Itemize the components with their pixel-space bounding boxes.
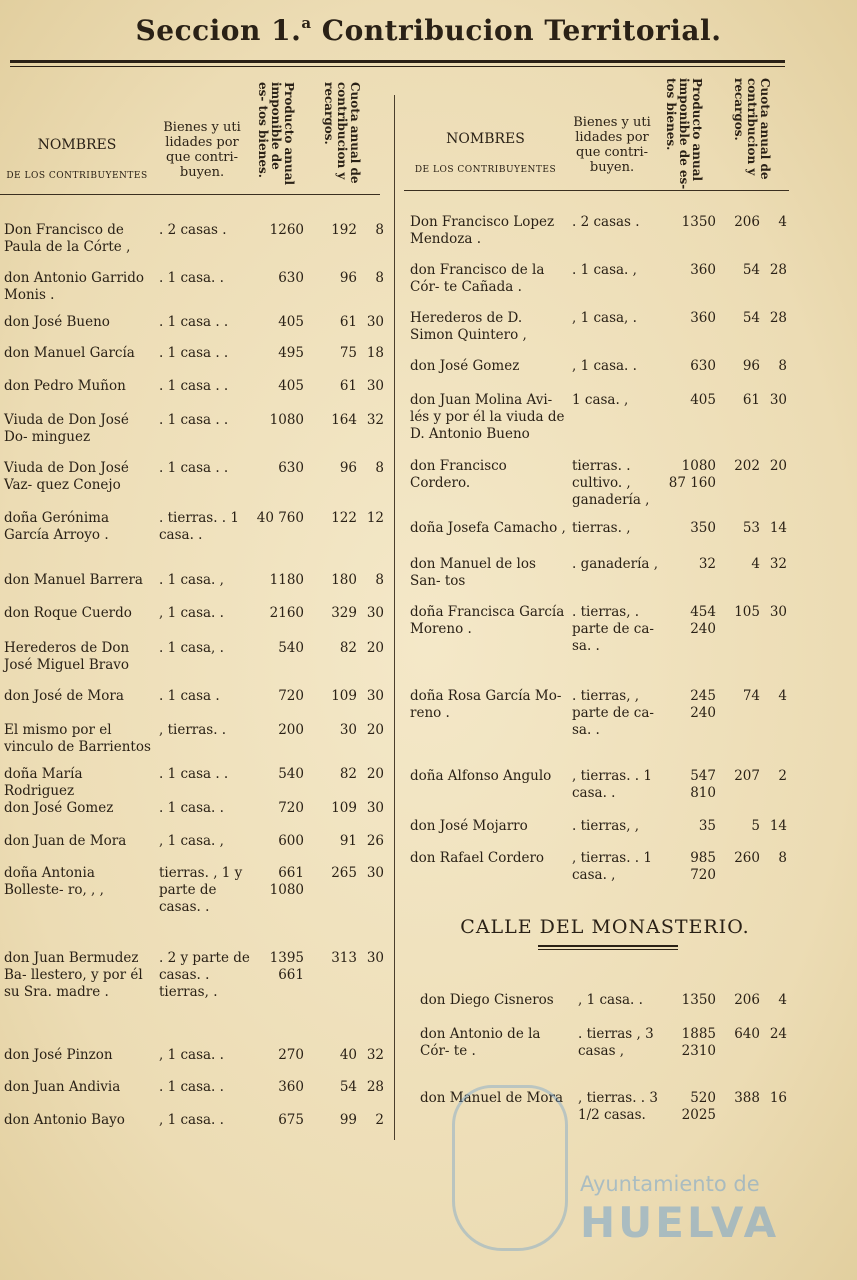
cuota-cents-cell: 24 — [769, 1026, 787, 1042]
bienes-cell: . tierras, , parte de ca- sa. . — [572, 688, 654, 738]
watermark-line1: Ayuntamiento de — [580, 1172, 760, 1196]
cuota-cents-cell: 28 — [769, 262, 787, 278]
contributor-name: don José Bueno — [4, 314, 110, 330]
contributor-name: Herederos de Don José Miguel Bravo — [4, 640, 130, 673]
producto-cell: 1350 — [681, 214, 716, 230]
bienes-cell: . tierras. . 1 casa. . — [159, 510, 239, 543]
contributor-name: don José Gomez — [410, 358, 520, 374]
cuota-cell: 61 — [339, 314, 357, 330]
cuota-cents-cell: 32 — [366, 412, 384, 428]
bienes-cell: , tierras. . — [159, 722, 227, 738]
cuota-cell: 202 — [734, 458, 760, 474]
watermark-line2: HUELVA — [580, 1198, 780, 1247]
cuota-cell: 206 — [734, 214, 760, 230]
producto-cell: 405 — [278, 314, 304, 330]
cuota-cell: 75 — [339, 345, 357, 361]
contributor-name: doña Rosa García Mo- reno . — [410, 688, 562, 721]
bienes-cell: . 2 casas . — [572, 214, 640, 230]
producto-cell: 1350 — [681, 992, 716, 1008]
cuota-cell: 640 — [734, 1026, 760, 1042]
contributor-name: don Juan Bermudez Ba- llestero, y por él su Sra. madre . — [4, 950, 143, 1000]
header-rule-right — [404, 190, 789, 191]
producto-cell: 661 1080 — [269, 865, 304, 898]
header-producto-right: Producto anual imponible de es- tos bienes. — [664, 78, 704, 190]
header-cuota-right: Cuota anual de contribucion y recargos. — [732, 78, 772, 180]
contributor-name: don Francisco de la Cór- te Cañada . — [410, 262, 545, 295]
contributor-name: don Manuel Barrera — [4, 572, 143, 588]
cuota-cell: 313 — [331, 950, 357, 966]
cuota-cell: 105 — [734, 604, 760, 620]
cuota-cell: 53 — [742, 520, 760, 536]
contributor-name: don Antonio de la Cór- te . — [420, 1026, 541, 1059]
header-de-los-contribuyentes: DE LOS CONTRIBUYENTES — [6, 171, 148, 181]
column-divider — [394, 95, 395, 1140]
page-title — [0, 14, 857, 47]
cuota-cents-cell: 30 — [769, 392, 787, 408]
cuota-cell: 164 — [331, 412, 357, 428]
cuota-cell: 54 — [742, 262, 760, 278]
bienes-cell: , 1 casa. . — [159, 605, 224, 621]
cuota-cell: 109 — [331, 688, 357, 704]
producto-cell: 32 — [698, 556, 716, 572]
contributor-name: don Pedro Muñon — [4, 378, 126, 394]
bienes-cell: . 2 y parte de casas. . tierras, . — [159, 950, 250, 1000]
cuota-cents-cell: 32 — [769, 556, 787, 572]
cuota-cents-cell: 26 — [366, 833, 384, 849]
cuota-cents-cell: 30 — [366, 800, 384, 816]
bienes-cell: , 1 casa. . — [572, 358, 637, 374]
bienes-cell: . 1 casa. . — [159, 270, 224, 286]
producto-cell: 720 — [278, 800, 304, 816]
cuota-cents-cell: 30 — [366, 950, 384, 966]
cuota-cents-cell: 14 — [769, 818, 787, 834]
producto-cell: 1080 87 160 — [668, 458, 716, 491]
contributor-name: doña Gerónima García Arroyo . — [4, 510, 110, 543]
bienes-cell: , 1 casa. . — [159, 1047, 224, 1063]
contributor-name: don Juan Andivia — [4, 1079, 121, 1095]
cuota-cents-cell: 8 — [375, 270, 384, 286]
bienes-cell: , 1 casa, . — [572, 310, 637, 326]
header-nombres: NOMBRES — [37, 137, 117, 153]
cuota-cell: 30 — [339, 722, 357, 738]
cuota-cell: 74 — [742, 688, 760, 704]
contributor-name: don José Mojarro — [410, 818, 528, 834]
cuota-cents-cell: 12 — [366, 510, 384, 526]
cuota-cell: 180 — [331, 572, 357, 588]
bienes-cell: tierras. , — [572, 520, 631, 536]
bienes-cell: . 1 casa . . — [159, 345, 229, 361]
producto-cell: 630 — [278, 460, 304, 476]
cuota-cell: 96 — [339, 460, 357, 476]
contributor-name: doña Antonia Bolleste- ro, , , — [4, 865, 104, 898]
calle-rule-thin — [538, 949, 678, 950]
bienes-cell: . tierras, . parte de ca- sa. . — [572, 604, 654, 654]
cuota-cents-cell: 8 — [375, 460, 384, 476]
bienes-cell: . 1 casa . . — [159, 460, 229, 476]
cuota-cell: 96 — [742, 358, 760, 374]
header-cuota-left: Cuota anual de contribucion y recargos. — [322, 82, 362, 184]
contributor-name: don Antonio Garrido Monis . — [4, 270, 145, 303]
producto-cell: 270 — [278, 1047, 304, 1063]
bienes-cell: . 1 casa . . — [159, 766, 229, 782]
cuota-cents-cell: 30 — [366, 314, 384, 330]
cuota-cell: 99 — [339, 1112, 357, 1128]
contributor-name: don Roque Cuerdo — [4, 605, 132, 621]
cuota-cell: 388 — [734, 1090, 760, 1106]
cuota-cents-cell: 30 — [366, 378, 384, 394]
bienes-cell: tierras. . cultivo. , ganadería , — [572, 458, 650, 508]
cuota-cents-cell: 8 — [375, 222, 384, 238]
producto-cell: 600 — [278, 833, 304, 849]
cuota-cell: 82 — [339, 640, 357, 656]
cuota-cents-cell: 8 — [375, 572, 384, 588]
producto-cell: 540 — [278, 766, 304, 782]
cuota-cents-cell: 20 — [769, 458, 787, 474]
contributor-name: don Juan de Mora — [4, 833, 127, 849]
producto-cell: 350 — [690, 520, 716, 536]
contributor-name: don Juan Molina Avi- lés y por él la viuda de D. Antonio Bueno — [410, 392, 565, 442]
producto-cell: 1885 2310 — [681, 1026, 716, 1059]
contributor-name: doña Josefa Camacho , — [410, 520, 566, 536]
contributor-name: Don Francisco Lopez Mendoza . — [410, 214, 555, 247]
bienes-cell: . 1 casa. . — [159, 800, 224, 816]
header-bienes-right: Bienes y uti lidades por que contri- buyen. — [573, 115, 651, 175]
cuota-cents-cell: 8 — [778, 850, 787, 866]
producto-cell: 495 — [278, 345, 304, 361]
producto-cell: 245 240 — [690, 688, 716, 721]
cuota-cents-cell: 30 — [366, 688, 384, 704]
bienes-cell: . 1 casa . — [159, 688, 220, 704]
producto-cell: 454 240 — [690, 604, 716, 637]
producto-cell: 2160 — [269, 605, 304, 621]
cuota-cell: 40 — [339, 1047, 357, 1063]
contributor-name: don Manuel de Mora — [420, 1090, 563, 1106]
bienes-cell: , 1 casa. . — [578, 992, 643, 1008]
contributor-name: Viuda de Don José Do- minguez — [4, 412, 129, 445]
cuota-cents-cell: 14 — [769, 520, 787, 536]
title-rule — [10, 60, 785, 63]
bienes-cell: . tierras, , — [572, 818, 640, 834]
cuota-cell: 82 — [339, 766, 357, 782]
producto-cell: 360 — [690, 262, 716, 278]
bienes-cell: . 1 casa . . — [159, 314, 229, 330]
cuota-cents-cell: 2 — [375, 1112, 384, 1128]
bienes-cell: , 1 casa. , — [159, 833, 224, 849]
header-de-los-contribuyentes: DE LOS CONTRIBUYENTES — [414, 165, 557, 175]
producto-cell: 360 — [278, 1079, 304, 1095]
producto-cell: 35 — [698, 818, 716, 834]
cuota-cell: 329 — [331, 605, 357, 621]
contributor-name: don José Gomez — [4, 800, 114, 816]
cuota-cents-cell: 28 — [366, 1079, 384, 1095]
producto-cell: 1260 — [269, 222, 304, 238]
cuota-cell: 206 — [734, 992, 760, 1008]
cuota-cents-cell: 28 — [769, 310, 787, 326]
bienes-cell: 1 casa. , — [572, 392, 629, 408]
contributor-name: doña Alfonso Angulo — [410, 768, 552, 784]
contributor-name: Viuda de Don José Vaz- quez Conejo — [4, 460, 129, 493]
bienes-cell: . 2 casas . — [159, 222, 227, 238]
cuota-cents-cell: 4 — [778, 214, 787, 230]
cuota-cents-cell: 20 — [366, 766, 384, 782]
cuota-cents-cell: 4 — [778, 688, 787, 704]
bienes-cell: . ganadería , — [572, 556, 659, 572]
calle-rule — [538, 945, 678, 947]
watermark-seal — [452, 1085, 568, 1251]
calle-heading: CALLE DEL MONASTERIO. — [460, 916, 750, 938]
producto-cell: 405 — [278, 378, 304, 394]
contributor-name: doña María Rodriguez — [4, 766, 83, 799]
bienes-cell: tierras. , 1 y parte de casas. . — [159, 865, 243, 915]
header-producto-left: Producto anual imponible de es- tos bienes. — [256, 82, 296, 186]
cuota-cents-cell: 30 — [366, 605, 384, 621]
contributor-name: don Rafael Cordero — [410, 850, 545, 866]
bienes-cell: . 1 casa, . — [159, 640, 224, 656]
cuota-cents-cell: 20 — [366, 640, 384, 656]
cuota-cents-cell: 30 — [366, 865, 384, 881]
cuota-cell: 260 — [734, 850, 760, 866]
producto-cell: 360 — [690, 310, 716, 326]
title-section: Seccion 1. — [135, 14, 302, 47]
header-nombres: NOMBRES — [446, 131, 525, 147]
contributor-name: Herederos de D. Simon Quintero , — [410, 310, 527, 343]
bienes-cell: , 1 casa. . — [159, 1112, 224, 1128]
bienes-cell: , tierras. . 1 casa. . — [572, 768, 652, 801]
bienes-cell: . 1 casa. , — [159, 572, 224, 588]
bienes-cell: . 1 casa . . — [159, 378, 229, 394]
producto-cell: 720 — [278, 688, 304, 704]
cuota-cents-cell: 20 — [366, 722, 384, 738]
producto-cell: 405 — [690, 392, 716, 408]
cuota-cell: 96 — [339, 270, 357, 286]
bienes-cell: . tierras , 3 casas , — [578, 1026, 654, 1059]
producto-cell: 40 760 — [256, 510, 304, 526]
bienes-cell: , tierras. . 3 1/2 casas. — [578, 1090, 658, 1123]
cuota-cents-cell: 8 — [778, 358, 787, 374]
cuota-cell: 265 — [331, 865, 357, 881]
cuota-cell: 122 — [331, 510, 357, 526]
cuota-cell: 207 — [734, 768, 760, 784]
cuota-cents-cell: 2 — [778, 768, 787, 784]
title-text: Contribucion Territorial. — [311, 14, 722, 47]
producto-cell: 200 — [278, 722, 304, 738]
cuota-cell: 54 — [742, 310, 760, 326]
producto-cell: 547 810 — [690, 768, 716, 801]
cuota-cents-cell: 4 — [778, 992, 787, 1008]
title-superscript: a — [301, 14, 312, 32]
cuota-cell: 4 — [751, 556, 760, 572]
contributor-name: don Diego Cisneros — [420, 992, 554, 1008]
header-names-left — [2, 138, 152, 184]
producto-cell: 1180 — [269, 572, 304, 588]
bienes-cell: . 1 casa. , — [572, 262, 637, 278]
producto-cell: 675 — [278, 1112, 304, 1128]
header-names-right — [408, 132, 563, 178]
header-bienes-left: Bienes y uti lidades por que contri- buyen. — [163, 120, 241, 180]
cuota-cell: 192 — [331, 222, 357, 238]
header-rule-left — [0, 194, 380, 195]
producto-cell: 520 2025 — [681, 1090, 716, 1123]
cuota-cents-cell: 16 — [769, 1090, 787, 1106]
contributor-name: doña Francisca García Moreno . — [410, 604, 565, 637]
cuota-cents-cell: 32 — [366, 1047, 384, 1063]
title-rule-thin — [10, 66, 785, 67]
cuota-cents-cell: 18 — [366, 345, 384, 361]
cuota-cell: 61 — [742, 392, 760, 408]
producto-cell: 630 — [278, 270, 304, 286]
cuota-cents-cell: 30 — [769, 604, 787, 620]
contributor-name: don Francisco Cordero. — [410, 458, 507, 491]
producto-cell: 630 — [690, 358, 716, 374]
cuota-cell: 61 — [339, 378, 357, 394]
producto-cell: 985 720 — [690, 850, 716, 883]
contributor-name: Don Francisco de Paula de la Córte , — [4, 222, 131, 255]
contributor-name: don José de Mora — [4, 688, 124, 704]
producto-cell: 540 — [278, 640, 304, 656]
contributor-name: don Manuel de los San- tos — [410, 556, 536, 589]
bienes-cell: . 1 casa . . — [159, 412, 229, 428]
cuota-cell: 54 — [339, 1079, 357, 1095]
cuota-cell: 91 — [339, 833, 357, 849]
contributor-name: don Manuel García — [4, 345, 135, 361]
producto-cell: 1395 661 — [269, 950, 304, 983]
bienes-cell: , tierras. . 1 casa. , — [572, 850, 652, 883]
bienes-cell: . 1 casa. . — [159, 1079, 224, 1095]
contributor-name: don Antonio Bayo — [4, 1112, 125, 1128]
producto-cell: 1080 — [269, 412, 304, 428]
cuota-cell: 109 — [331, 800, 357, 816]
contributor-name: El mismo por el vinculo de Barrientos — [4, 722, 151, 755]
cuota-cell: 5 — [751, 818, 760, 834]
contributor-name: don José Pinzon — [4, 1047, 113, 1063]
